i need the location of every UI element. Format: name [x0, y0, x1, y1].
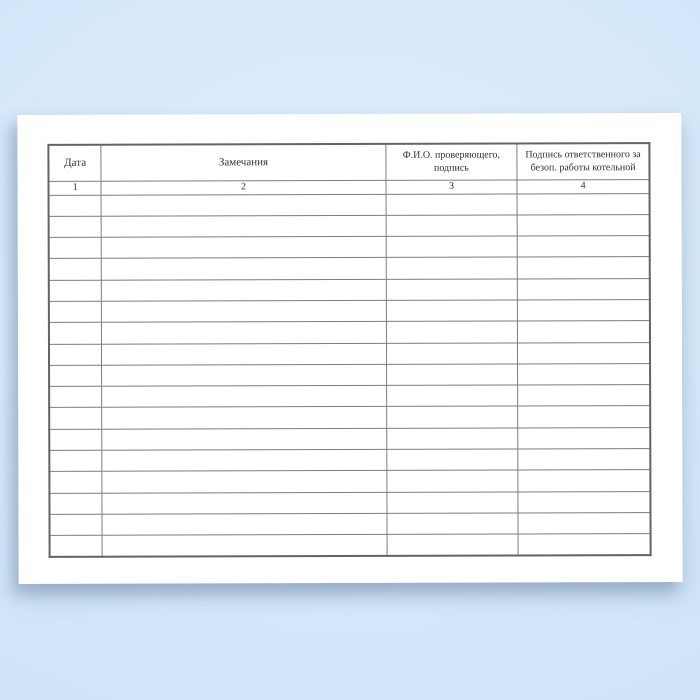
- empty-cell: [49, 365, 102, 386]
- empty-cell: [386, 449, 518, 471]
- empty-cell: [49, 280, 102, 301]
- empty-cell: [49, 429, 102, 450]
- empty-cell: [49, 386, 102, 407]
- table-row: [49, 214, 650, 237]
- empty-cell: [102, 279, 386, 301]
- empty-cell: [518, 534, 650, 556]
- empty-cell: [49, 195, 102, 216]
- empty-cell: [102, 513, 386, 535]
- empty-cell: [518, 342, 650, 364]
- column-header-3: Ф.И.О. проверяющего, подпись: [386, 144, 518, 180]
- table-row: [49, 491, 650, 514]
- empty-cell: [102, 428, 386, 450]
- empty-cell: [386, 321, 518, 343]
- empty-cell: [387, 492, 519, 514]
- column-header-1: Дата: [48, 145, 101, 181]
- table-row: [49, 385, 650, 408]
- empty-cell: [49, 408, 102, 429]
- empty-cell: [102, 386, 386, 408]
- table-row: [49, 321, 650, 344]
- table-row: [49, 363, 650, 386]
- remarks-log-table: [47, 142, 651, 558]
- table-row: [49, 193, 650, 216]
- table-row: [50, 534, 651, 557]
- empty-cell: [101, 194, 385, 216]
- table-row: [49, 236, 650, 259]
- empty-cell: [517, 236, 649, 258]
- empty-cell: [102, 258, 386, 280]
- table-body: [49, 193, 651, 557]
- empty-cell: [49, 493, 102, 514]
- empty-cell: [49, 344, 102, 365]
- table-row: [49, 449, 650, 472]
- column-number-1: 1: [49, 181, 102, 195]
- empty-cell: [386, 257, 518, 279]
- empty-cell: [101, 215, 385, 237]
- table-row: [49, 427, 650, 450]
- empty-cell: [102, 364, 386, 386]
- empty-cell: [518, 321, 650, 343]
- empty-cell: [49, 301, 102, 322]
- column-number-2: 2: [101, 180, 385, 195]
- column-header-2: Замечания: [101, 144, 385, 181]
- empty-cell: [102, 449, 386, 471]
- table-row: [49, 278, 650, 301]
- empty-cell: [386, 215, 518, 237]
- empty-cell: [102, 492, 386, 514]
- empty-cell: [49, 514, 102, 535]
- column-number-4: 4: [517, 179, 649, 193]
- empty-cell: [387, 470, 519, 492]
- empty-cell: [49, 450, 102, 471]
- empty-cell: [49, 237, 102, 258]
- empty-cell: [49, 323, 102, 344]
- table-header: [48, 143, 649, 195]
- empty-cell: [518, 406, 650, 428]
- empty-cell: [50, 535, 103, 556]
- empty-cell: [386, 406, 518, 428]
- table-row: [49, 257, 650, 280]
- table-header-row: [48, 143, 649, 181]
- empty-cell: [517, 214, 649, 236]
- empty-cell: [518, 363, 650, 385]
- table-row: [49, 342, 650, 365]
- empty-cell: [102, 300, 386, 322]
- empty-cell: [49, 259, 102, 280]
- empty-cell: [102, 407, 386, 429]
- empty-cell: [102, 236, 386, 258]
- empty-cell: [386, 300, 518, 322]
- empty-cell: [386, 428, 518, 450]
- empty-cell: [102, 471, 386, 493]
- empty-cell: [518, 513, 650, 535]
- empty-cell: [49, 472, 102, 493]
- empty-cell: [386, 236, 518, 258]
- column-header-4: Подпись ответственного за безоп. работы котельной: [517, 143, 649, 179]
- table-row: [49, 513, 650, 536]
- table-row: [49, 470, 650, 493]
- empty-cell: [386, 385, 518, 407]
- empty-cell: [518, 385, 650, 407]
- empty-cell: [386, 279, 518, 301]
- empty-cell: [386, 194, 518, 216]
- empty-cell: [517, 257, 649, 279]
- empty-cell: [518, 470, 650, 492]
- column-number-3: 3: [386, 180, 518, 194]
- table-row: [49, 300, 650, 323]
- empty-cell: [387, 513, 519, 535]
- table-row: [49, 406, 650, 429]
- empty-cell: [102, 535, 386, 557]
- empty-cell: [518, 300, 650, 322]
- empty-cell: [518, 449, 650, 471]
- empty-cell: [518, 427, 650, 449]
- empty-cell: [518, 491, 650, 513]
- empty-cell: [387, 534, 519, 556]
- empty-cell: [102, 343, 386, 365]
- empty-cell: [386, 364, 518, 386]
- empty-cell: [102, 322, 386, 344]
- empty-cell: [517, 193, 649, 215]
- document-page: [17, 113, 682, 584]
- empty-cell: [49, 216, 102, 237]
- empty-cell: [518, 278, 650, 300]
- empty-cell: [386, 343, 518, 365]
